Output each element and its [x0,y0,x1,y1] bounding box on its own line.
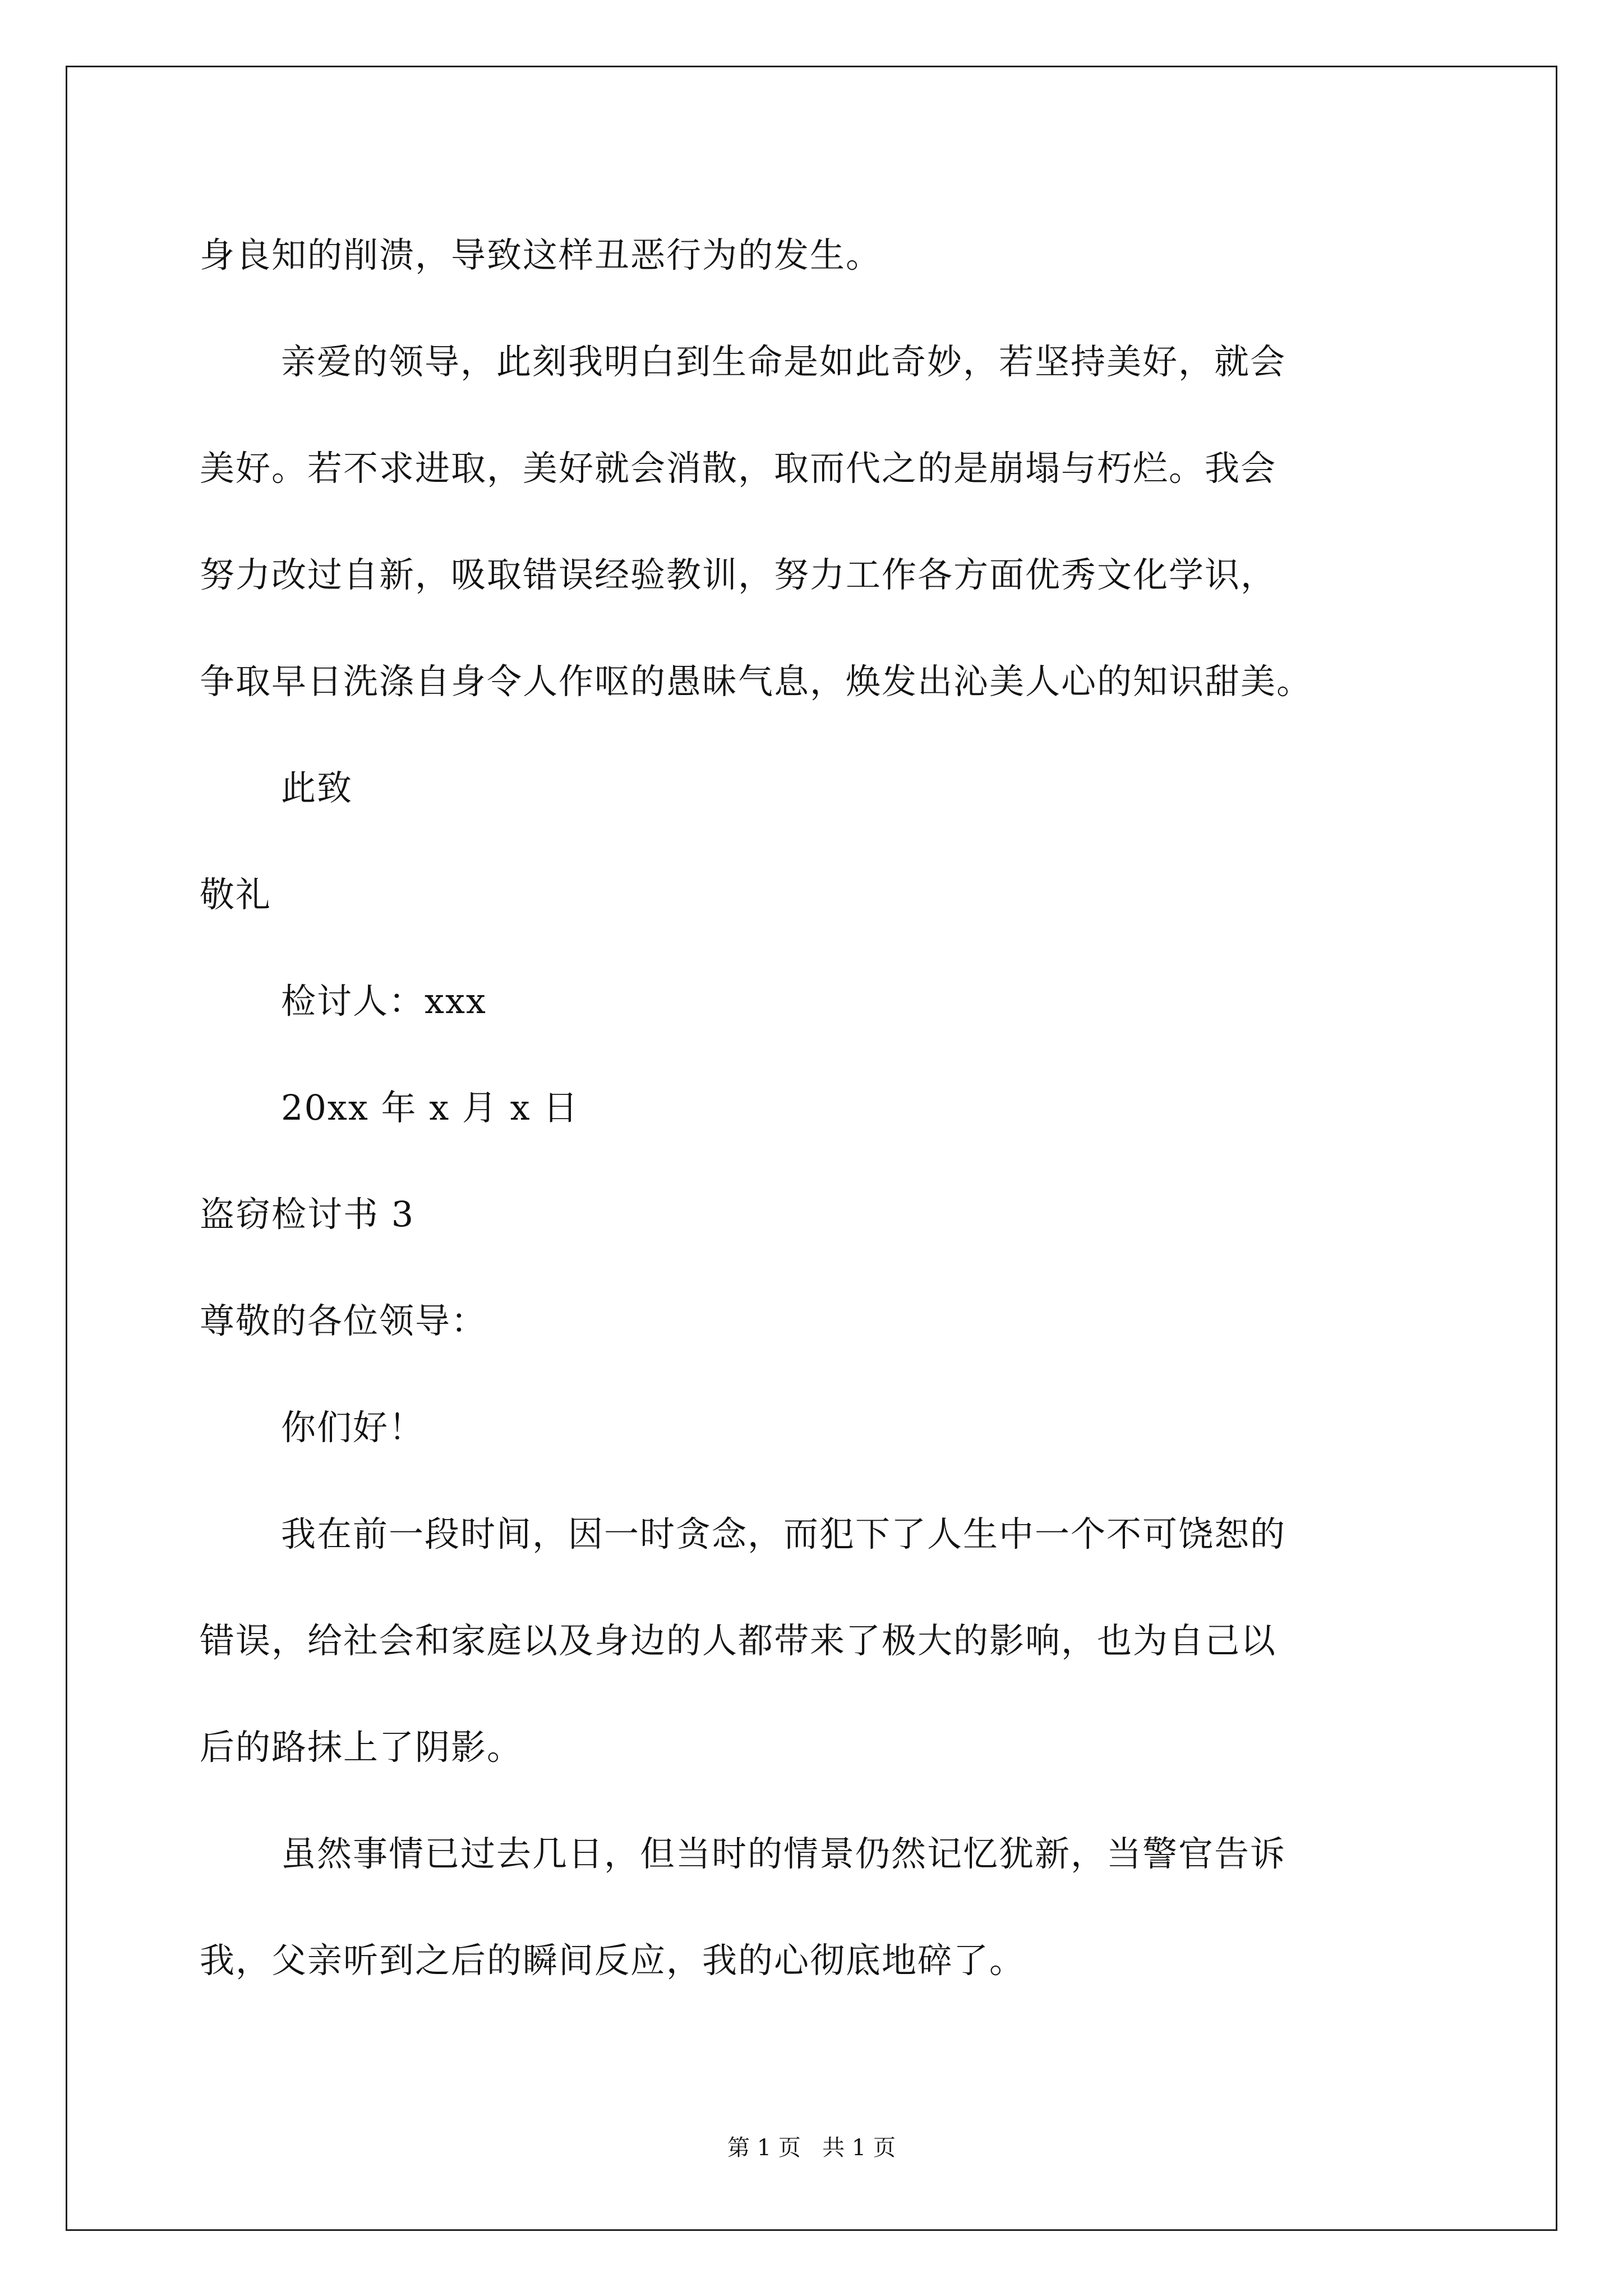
section-title: 盗窃检讨书 3 [200,1194,415,1235]
body-line: 争取早日洗涤自身令人作呕的愚昧气息，焕发出沁美人心的知识甜美。 [200,661,1313,702]
closing-salutation: 此致 [281,767,353,808]
body-line: 后的路抹上了阴影。 [200,1727,523,1768]
greeting-hello: 你们好！ [281,1407,425,1448]
body-line: 美好。若不求进取，美好就会消散，取而代之的是崩塌与朽烂。我会 [200,448,1277,489]
greeting: 尊敬的各位领导： [200,1300,487,1341]
body-line: 亲爱的领导，此刻我明白到生命是如此奇妙，若坚持美好，就会 [281,341,1287,382]
body-line: 虽然事情已过去几日，但当时的情景仍然记忆犹新，当警官告诉 [281,1833,1287,1874]
body-line: 身良知的削溃，导致这样丑恶行为的发生。 [200,234,882,275]
body-line: 我在前一段时间，因一时贪念，而犯下了人生中一个不可饶恕的 [281,1513,1287,1554]
page-border [66,66,1557,2231]
date-line: 20xx 年 x 月 x 日 [281,1087,579,1128]
page-number-footer: 第 1 页 共 1 页 [727,2135,896,2161]
closing-regards: 敬礼 [200,874,272,915]
body-line: 努力改过自新，吸取错误经验教训，努力工作各方面优秀文化学识， [200,554,1277,595]
signature-line: 检讨人：xxx [281,981,487,1022]
body-line: 我，父亲听到之后的瞬间反应，我的心彻底地碎了。 [200,1940,1026,1981]
body-line: 错误，给社会和家庭以及身边的人都带来了极大的影响，也为自己以 [200,1620,1277,1661]
